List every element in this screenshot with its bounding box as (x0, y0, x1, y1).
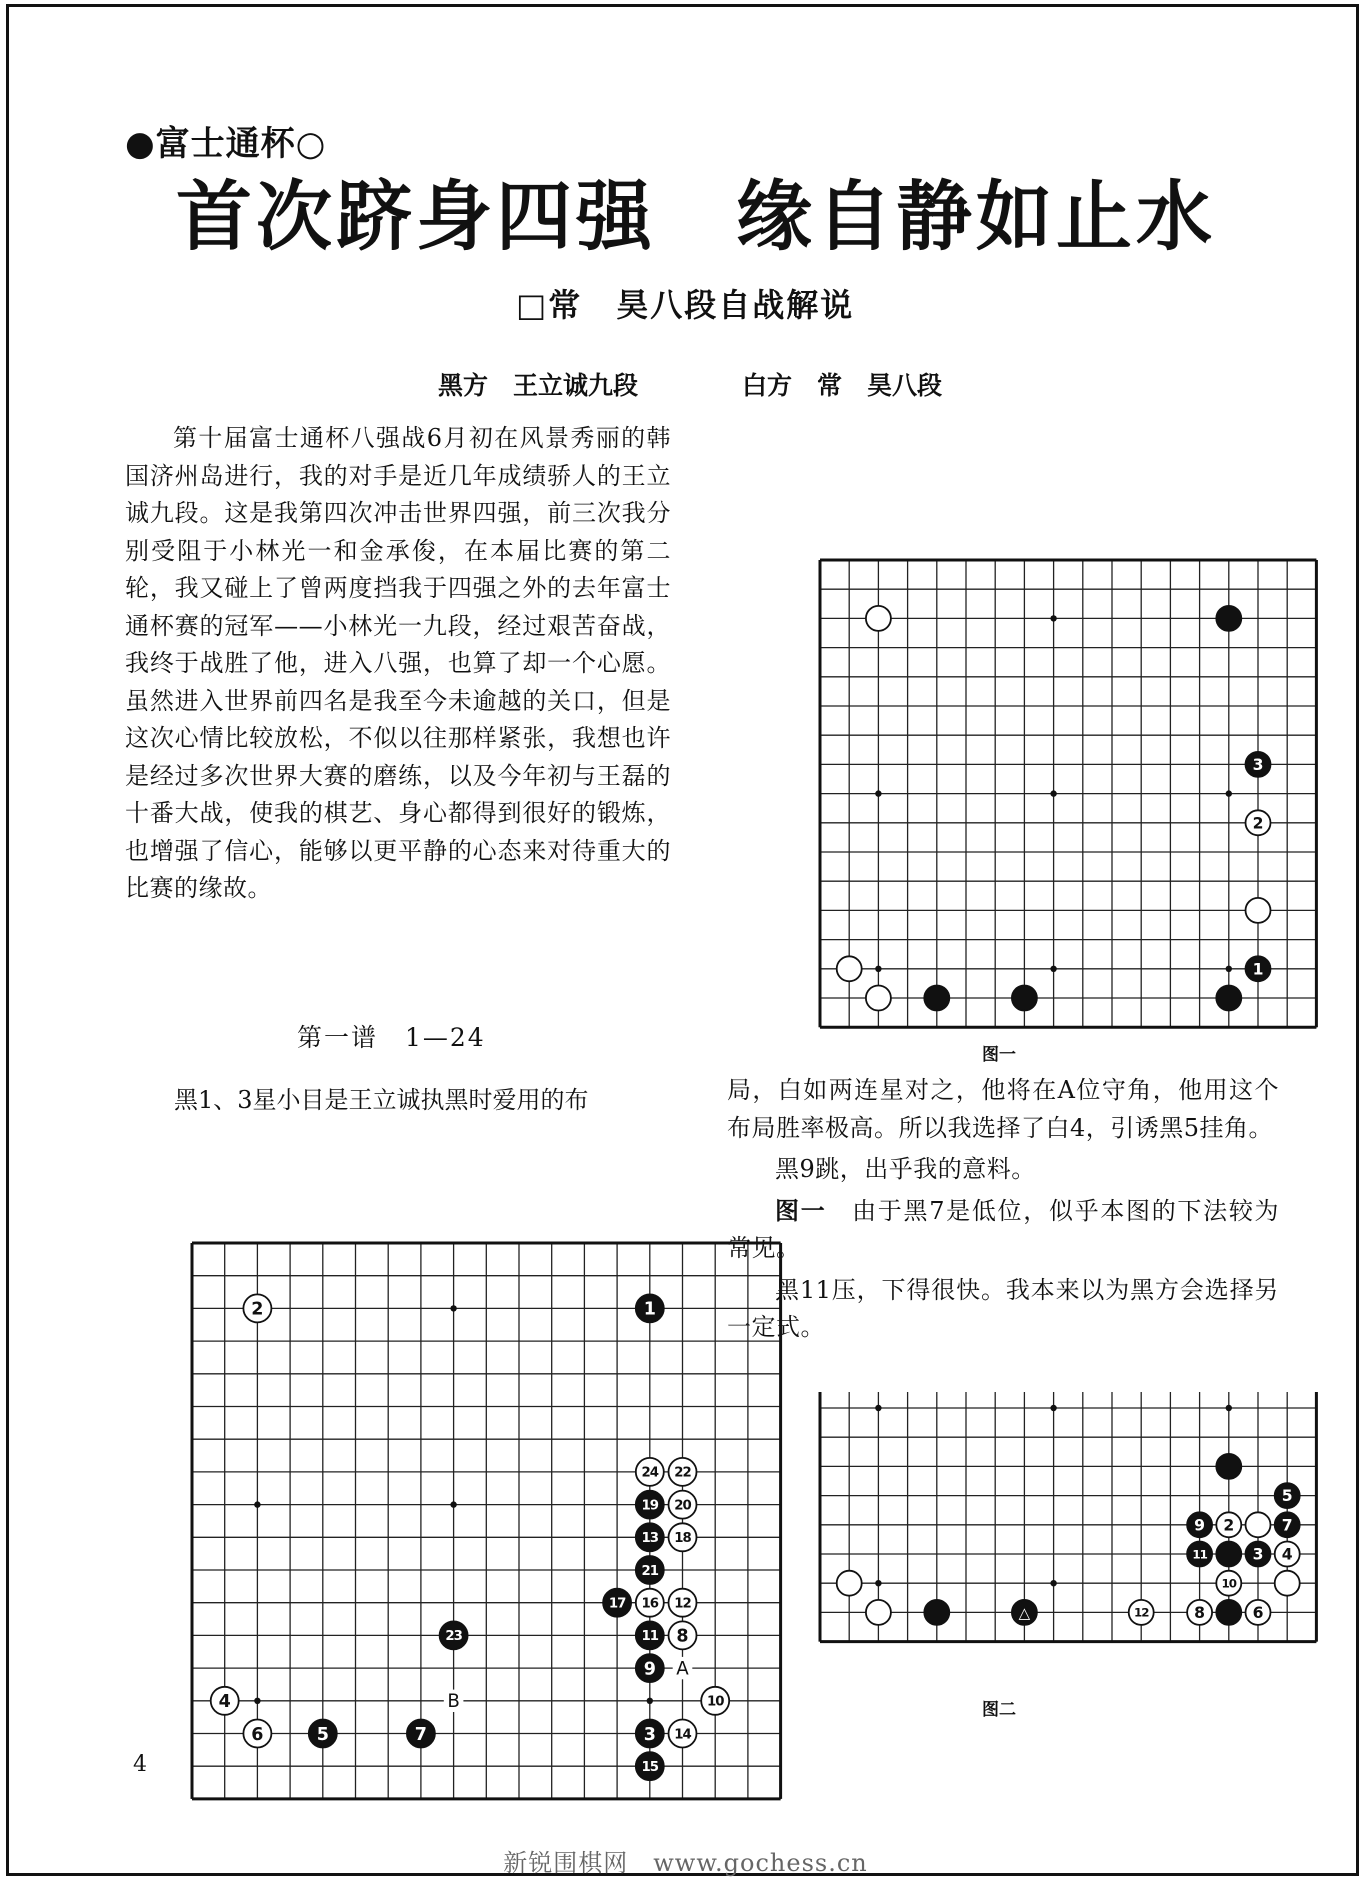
move-number: 21 (641, 1563, 659, 1579)
star-point (875, 790, 881, 796)
diagram-fig2 (730, 1392, 1293, 1692)
move-number: 8 (676, 1626, 689, 1647)
white-player: 白方 常 昊八段 (742, 371, 943, 400)
star-point (1050, 1405, 1056, 1411)
star-point (1226, 790, 1232, 796)
move-number: 12 (674, 1596, 691, 1612)
move-number: 7 (414, 1724, 427, 1745)
move-number: 2 (251, 1299, 264, 1320)
fig1-caption: 图一 (982, 1045, 1016, 1065)
star-point (254, 1501, 260, 1507)
black-player: 黑方 王立诚九段 (438, 371, 639, 400)
move-number: 6 (251, 1724, 264, 1745)
page-number: 4 (133, 1752, 147, 1777)
star-point (450, 1305, 456, 1311)
white-stone (866, 1600, 891, 1625)
star-point (875, 1580, 881, 1586)
star-point (875, 966, 881, 972)
right-paragraph-1: 局，白如两连星对之，他将在A位守角，他用这个布局胜率极高。所以我选择了白4，引诱黑5挂角。 (727, 1076, 1279, 1142)
move-number: 22 (674, 1465, 691, 1481)
move-number: 14 (674, 1727, 691, 1743)
move-number: 12 (1133, 1605, 1149, 1620)
move-number: 2 (1223, 1516, 1235, 1535)
move-number: 4 (218, 1692, 231, 1713)
author-line: □常 昊八段自战解说 (516, 286, 855, 324)
right-paragraph-3 (727, 1193, 1279, 1268)
star-point (450, 1501, 456, 1507)
move-number: 8 (1194, 1604, 1206, 1623)
black-stone (1012, 986, 1037, 1011)
black-stone (1216, 1542, 1241, 1567)
move-number: 23 (445, 1629, 462, 1645)
move-number: 5 (316, 1724, 329, 1745)
move-number: 11 (1192, 1547, 1207, 1562)
star-point (875, 1405, 881, 1411)
right-paragraph-2: 黑9跳，出乎我的意料。 (775, 1155, 1036, 1183)
white-stone (1246, 1512, 1271, 1537)
article-title: 首次跻身四强 缘自静如止水 (176, 172, 1216, 261)
black-stone (924, 1600, 949, 1625)
star-point (1226, 966, 1232, 972)
move-number: 10 (706, 1694, 724, 1710)
white-stone (866, 606, 891, 631)
move-number: 9 (643, 1659, 656, 1680)
chapter-heading: 第一谱 1—24 (297, 1023, 486, 1052)
star-point (1050, 790, 1056, 796)
move-number: 7 (1281, 1516, 1293, 1535)
intro-paragraph (125, 420, 671, 908)
board-point-label: A (676, 1658, 689, 1680)
star-point (647, 1698, 653, 1704)
right-paragraph-3-text: 由于黑7是低位，似乎本图的下法较为常见。 (727, 1196, 1280, 1262)
move-number: 17 (608, 1596, 626, 1612)
black-stone (1216, 606, 1241, 631)
white-stone (1275, 1571, 1300, 1596)
move-number: 11 (641, 1629, 659, 1645)
right-paragraph-4: 黑11压，下得很快。我本来以为黑方会选择另一定式。 (727, 1275, 1279, 1341)
move-number: 18 (674, 1531, 691, 1547)
move-number: 10 (1221, 1576, 1237, 1591)
move-number: 3 (643, 1724, 656, 1745)
diagram-main (92, 1141, 724, 1775)
move-number: 5 (1281, 1487, 1293, 1506)
star-point (254, 1698, 260, 1704)
star-point (1226, 1405, 1232, 1411)
white-stone (1246, 898, 1271, 923)
board-point-label: B (447, 1691, 460, 1713)
series-label: ●富士通杯○ (125, 124, 327, 164)
fig1-reference: 图一 (775, 1196, 827, 1225)
black-stone (1216, 986, 1241, 1011)
move-number: 2 (1252, 814, 1264, 833)
move-number: 9 (1194, 1516, 1206, 1535)
intro-text: 第十届富士通杯八强战6月初在风景秀丽的韩国济州岛进行，我的对手是近几年成绩骄人的王立诚九段。这是我第四次冲击世界四强，前三次我分别受阻于小林光一和金承俊，在本届比赛的第二轮，我又碰上了曾两度挡我于四强之外的去年富士通杯赛的冠军——小林光一九段，经过艰苦奋战，我终于战胜了他，进入八强，也算了却一个心愿。虽然进入世界前四名是我至今未逾越的关口，但是这次心情比较放松，不似以往那样紧张，我想也许是经过多次世界大赛的磨练，以及今年初与王磊的十番大战，使我的棋艺、身心都得到很好的锻炼，也增强了信心，能够以更平静的心态来对待重大的比赛的缘故。 (125, 424, 671, 902)
move-number: 13 (641, 1531, 659, 1547)
move-number: 15 (641, 1759, 659, 1775)
star-point (1050, 1580, 1056, 1586)
move-number: 24 (641, 1465, 659, 1481)
move-number: △ (1018, 1603, 1031, 1622)
black-stone (924, 986, 949, 1011)
body-text-left: 黑1、3星小目是王立诚执黑时爱用的布 (174, 1086, 589, 1114)
move-number: 1 (643, 1299, 656, 1320)
move-number: 16 (641, 1596, 659, 1612)
move-number: 19 (641, 1498, 659, 1514)
white-stone (837, 956, 862, 981)
move-number: 6 (1252, 1604, 1264, 1623)
star-point (1050, 966, 1056, 972)
move-number: 3 (1252, 1545, 1264, 1564)
black-stone (1216, 1600, 1241, 1625)
footer-watermark: 新锐围棋网 www.gochess.cn (503, 1849, 868, 1877)
star-point (1050, 615, 1056, 621)
move-number: 20 (674, 1498, 691, 1514)
move-number: 3 (1252, 756, 1264, 775)
body-text-right (727, 1072, 1279, 1351)
white-stone (866, 986, 891, 1011)
black-stone (1216, 1454, 1241, 1479)
move-number: 4 (1281, 1545, 1293, 1564)
move-number: 1 (1252, 960, 1264, 979)
diagram-fig1 (730, 472, 1262, 996)
fig2-caption: 图二 (982, 1700, 1016, 1720)
white-stone (837, 1571, 862, 1596)
